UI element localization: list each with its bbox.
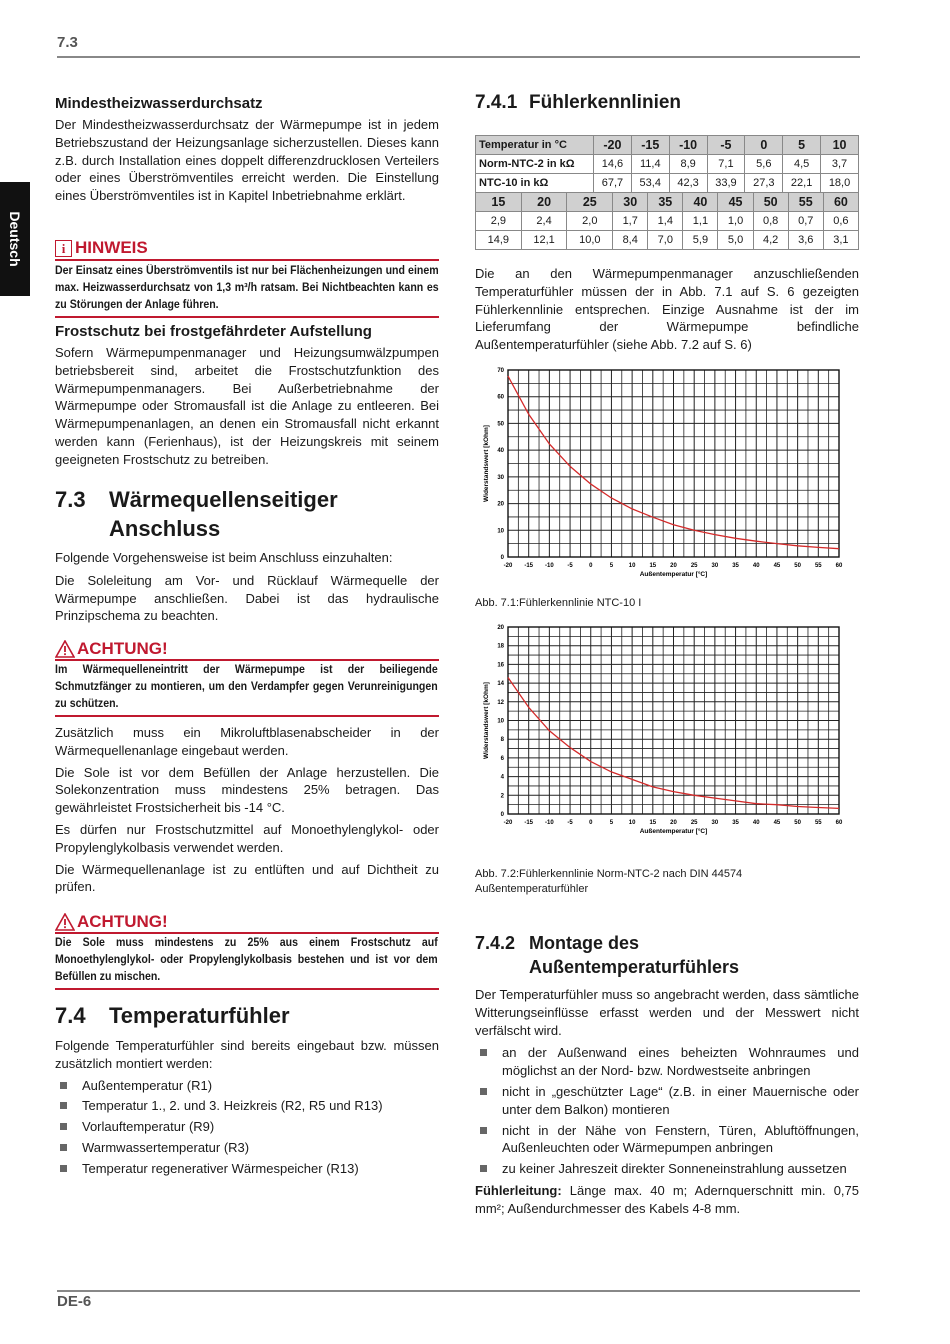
table-cell: 67,7: [594, 174, 632, 193]
table-cell: 3,1: [823, 231, 858, 250]
x-tick-label: -15: [524, 563, 534, 569]
x-tick-label: 10: [628, 820, 636, 826]
para-mindestheizwasser: Der Mindestheizwasserdurchsatz der Wärmepumpe ist in jedem Betriebszustand der Heizungsanlage sicherzustellen. Dieses kann z.B. durch Installation eines doppelt differenzdrucklosen Verteilers oder eines Überströmventiles erreicht werden. Die Einstellung eines Überströmventiles ist in Kapitel Inbetriebnahme erklärt.: [55, 117, 439, 204]
table-cell: 4,5: [783, 155, 821, 174]
table-cell: 18,0: [821, 174, 859, 193]
table-cell: 5: [783, 136, 821, 155]
x-tick-label: 55: [814, 563, 822, 569]
list-item: zu keiner Jahreszeit direkter Sonneneinstrahlung aussetzen: [475, 1160, 859, 1178]
table-cell: -15: [631, 136, 669, 155]
x-tick-label: 30: [711, 820, 719, 826]
y-axis-label: Widerstandswert [kOhm]: [483, 425, 490, 502]
table-label-norm: Norm-NTC-2 in kΩ: [476, 155, 594, 174]
table-cell: 1,4: [648, 212, 683, 231]
heading-7-3-line1: Wärmequellenseitiger: [109, 487, 338, 512]
hinweis-title: HINWEIS: [75, 238, 148, 257]
table-cell: 5,0: [718, 231, 753, 250]
achtung-2-top-rule: [55, 932, 439, 934]
table-cell: 55: [788, 193, 823, 212]
x-tick-label: 20: [670, 563, 677, 569]
heading-7-4-2-number: 7.4.2: [475, 933, 516, 953]
table-cell: 2,0: [567, 212, 613, 231]
table-cell: 3,6: [788, 231, 823, 250]
caption-fig-7-2-line1: Abb. 7.2:Fühlerkennlinie Norm-NTC-2 nach DIN 44574: [475, 868, 743, 880]
para-7-3-mikroluft: Zusätzlich muss ein Mikroluftblasenabscheider in der Wärmequellenanlage eingebaut werden.: [55, 725, 439, 758]
list-item: nicht in der Nähe von Fenstern, Türen, Abluftöffnungen, Außenleuchten oder Wärmepumpen anbringen: [475, 1122, 859, 1158]
x-tick-label: -5: [567, 563, 573, 569]
y-tick-label: 10: [497, 528, 504, 535]
chart-ntc10: [475, 362, 859, 584]
sensor-table: [475, 135, 859, 250]
heading-frostschutz: Frostschutz bei frostgefährdeter Aufstellung: [55, 323, 372, 340]
sensor-list: [55, 1077, 439, 1178]
achtung-2-bottom-rule: [55, 988, 439, 990]
x-tick-label: 40: [752, 563, 760, 569]
x-tick-label: -10: [545, 820, 554, 826]
section-7-3-body: [55, 549, 439, 625]
y-tick-label: 6: [500, 755, 504, 762]
table-cell: 1,1: [683, 212, 718, 231]
x-axis-label: Außentemperatur [°C]: [639, 571, 708, 578]
y-tick-label: 14: [497, 681, 504, 688]
chart-norm-ntc2: [475, 619, 859, 841]
y-tick-label: 20: [497, 501, 504, 508]
achtung-1-text: Im Wärmequelleneintritt der Wärmepumpe ist der beiliegende Schmutzfänger zu montieren, um den Verdampfer gegen Verunreinigungen zu schützen.: [55, 664, 438, 710]
table-cell: 60: [823, 193, 858, 212]
achtung-1-top-rule: [55, 659, 439, 661]
table-cell: 22,1: [783, 174, 821, 193]
x-tick-label: 40: [752, 820, 760, 826]
heading-7-4-1-title: Fühlerkennlinien: [529, 92, 682, 113]
list-item: an der Außenwand eines beheizten Wohnraumes und möglichst an der Nord- bzw. Nordwestseite anbringen: [475, 1044, 859, 1080]
x-tick-label: 15: [649, 820, 657, 826]
achtung-1-bottom-rule: [55, 715, 439, 717]
table-cell: 2,9: [476, 212, 522, 231]
para-7-4-2: Der Temperaturfühler muss so angebracht werden, dass sämtliche Witterungseinflüsse erfasst werden und der Messwert nicht verfälscht wird.: [475, 987, 859, 1038]
warning-icon: [55, 913, 75, 931]
section-7-3-body-2: [55, 724, 439, 896]
x-axis-label: Außentemperatur [°C]: [639, 828, 708, 835]
x-tick-label: 25: [690, 563, 698, 569]
table-cell: 8,4: [613, 231, 648, 250]
info-icon: i: [55, 240, 72, 257]
fuehlerleitung-text: Länge max. 40 m; Adernquerschnitt min. 0,75 mm²; Außendurchmesser des Kabels 4-8 mm.: [475, 1182, 859, 1216]
x-tick-label: 50: [794, 563, 801, 569]
para-7-4-1: Die an den Wärmepumpenmanager anzuschließenden Temperaturfühler müssen der in Abb. 7.1 auf S. 6 gezeigten Fühlerkennlinie entsprechen. Einzige Ausnahme ist der im Lieferumfang der Wärmepumpe befindliche Außentemperaturfühler (siehe Abb. 7.2 auf S. 6): [475, 266, 859, 353]
y-tick-label: 0: [500, 555, 504, 561]
para-7-4-intro: Folgende Temperaturfühler sind bereits eingebaut bzw. müssen zusätzlich montiert werden:: [55, 1038, 439, 1071]
y-axis-label: Widerstandswert [kOhm]: [483, 682, 490, 759]
x-tick-label: 0: [589, 820, 593, 826]
table-cell: 12,1: [521, 231, 567, 250]
achtung-box-1: [55, 639, 439, 717]
x-tick-label: 45: [773, 563, 781, 569]
x-tick-label: 45: [773, 820, 781, 826]
y-tick-label: 0: [500, 812, 504, 818]
x-tick-label: 15: [649, 563, 657, 569]
y-tick-label: 20: [497, 625, 504, 631]
heading-7-4-2-line1: Montage des: [529, 933, 640, 953]
heading-7-4-2-line2: Außentemperaturfühlers: [529, 957, 740, 977]
table-cell: 7,0: [648, 231, 683, 250]
section-number: 7.3: [57, 34, 78, 51]
table-cell: 35: [648, 193, 683, 212]
heading-7-3-title: [109, 485, 338, 543]
table-cell: 0: [745, 136, 783, 155]
page-number: DE-6: [57, 1293, 92, 1310]
para-fuehlerleitung: [475, 1182, 859, 1218]
x-tick-label: 55: [814, 820, 822, 826]
caption-fig-7-2-line2: Außentemperaturfühler: [475, 883, 589, 895]
table-cell: 40: [683, 193, 718, 212]
table-cell: 7,1: [707, 155, 745, 174]
list-item: Temperatur regenerativer Wärmespeicher (R13): [55, 1160, 439, 1178]
y-tick-label: 18: [497, 643, 504, 650]
table-cell: 8,9: [669, 155, 707, 174]
y-tick-label: 8: [500, 737, 504, 744]
section-7-4-2-body: [475, 986, 859, 1218]
table-cell: 11,4: [631, 155, 669, 174]
heading-7-4: [55, 1001, 290, 1030]
y-tick-label: 40: [497, 448, 504, 455]
sensor-table-lower: [475, 192, 859, 250]
header-rule: [57, 56, 860, 58]
x-tick-label: 60: [835, 563, 843, 569]
section-7-4-body: [55, 1037, 439, 1181]
y-tick-label: 30: [497, 474, 504, 481]
table-cell: 1,7: [613, 212, 648, 231]
achtung-1-title: ACHTUNG!: [77, 639, 168, 658]
x-tick-label: 60: [835, 820, 843, 826]
x-tick-label: -20: [503, 820, 513, 826]
table-cell: 33,9: [707, 174, 745, 193]
table-cell: 10: [821, 136, 859, 155]
x-tick-label: 50: [794, 820, 801, 826]
table-cell: 0,8: [753, 212, 788, 231]
heading-7-4-number: 7.4: [55, 1003, 86, 1028]
y-tick-label: 12: [497, 699, 504, 706]
table-cell: 42,3: [669, 174, 707, 193]
heading-mindestheizwasser: Mindestheizwasserdurchsatz: [55, 95, 263, 112]
list-item: nicht in „geschützter Lage“ (z.B. in einer Mauernische oder unter dem Balkon) montieren: [475, 1083, 859, 1119]
table-cell: -10: [669, 136, 707, 155]
para-7-3-soleleitung: Die Soleleitung am Vor- und Rücklauf Wärmequelle der Wärmepumpe anschließen. Dabei ist das hydraulische Prinzipschema zu beachten.: [55, 572, 439, 624]
hinweis-top-rule: [55, 259, 439, 261]
para-7-4-1-wrap: [475, 265, 859, 354]
table-cell: 5,9: [683, 231, 718, 250]
x-tick-label: 5: [609, 563, 614, 569]
table-cell: 30: [613, 193, 648, 212]
x-tick-label: 10: [628, 563, 636, 569]
hinweis-text: Der Einsatz eines Überströmventils ist nur bei Flächenheizungen und einem max. Heizwasserdurchsatz von 1,3 m³/h ratsam. Bei Nichtbeachten kann es zu Störungen der Anlage führen.: [55, 265, 439, 311]
table-cell: 15: [476, 193, 522, 212]
para-7-3-sole: Die Sole ist vor dem Befüllen der Anlage herzustellen. Die Solekonzentration muss mindestens 25% betragen. Das gewährleistet Frostsicherheit bis -14 °C.: [55, 764, 439, 816]
para-frostschutz: Sofern Wärmepumpenmanager und Heizungsumwälzpumpen betriebsbereit sind, arbeitet die Frostschutzfunktion des Wärmepumpenmanagers. Bei Außerbetriebnahme der Wärmepumpe oder Stromausfall ist die Anlage zu entleeren. Bei Wärmepumpenanlagen, an denen ein Stromausfall nicht erkannt werden kann (Ferienhaus), ist der Heizungskreis mit seinem geeigneten Frostschutz zu betreiben.: [55, 345, 439, 467]
table-cell: 10,0: [567, 231, 613, 250]
heading-7-3-number: 7.3: [55, 487, 86, 512]
table-cell: 0,7: [788, 212, 823, 231]
y-tick-label: 4: [500, 774, 504, 781]
heading-7-4-2: [475, 931, 739, 979]
table-label-ntc10: NTC-10 in kΩ: [476, 174, 594, 193]
table-cell: 45: [718, 193, 753, 212]
table-cell: 53,4: [631, 174, 669, 193]
y-tick-label: 16: [497, 662, 504, 669]
x-tick-label: 25: [690, 820, 698, 826]
achtung-2-title: ACHTUNG!: [77, 912, 168, 931]
warning-icon: [55, 640, 75, 658]
table-cell: 5,6: [745, 155, 783, 174]
table-cell: 27,3: [745, 174, 783, 193]
table-cell: 14,6: [594, 155, 632, 174]
table-cell: -20: [594, 136, 632, 155]
table-cell: 50: [753, 193, 788, 212]
x-tick-label: 35: [732, 820, 739, 826]
para-7-3-intro: Folgende Vorgehensweise ist beim Anschluss einzuhalten:: [55, 550, 393, 565]
x-tick-label: 0: [589, 563, 593, 569]
y-tick-label: 50: [497, 421, 504, 428]
caption-fig-7-2: [475, 867, 742, 897]
x-tick-label: 5: [609, 820, 614, 826]
mount-list: [475, 1044, 859, 1178]
achtung-2-text: Die Sole muss mindestens zu 25% aus einem Frostschutz auf Monoethylenglykol- oder Propylenglykolbasis bestehen und ist vor dem Befüllen zu mischen.: [55, 937, 438, 983]
x-tick-label: -20: [503, 563, 513, 569]
hinweis-bottom-rule: [55, 316, 439, 318]
heading-7-4-2-title: [529, 931, 739, 979]
hinweis-box: [55, 238, 439, 318]
heading-7-4-title: Temperaturfühler: [109, 1003, 290, 1028]
language-tab-label: Deutsch: [7, 211, 23, 267]
table-cell: 20: [521, 193, 567, 212]
y-tick-label: 70: [497, 368, 504, 374]
y-tick-label: 60: [497, 394, 504, 401]
fuehlerleitung-label: Fühlerleitung:: [475, 1182, 562, 1198]
y-tick-label: 2: [500, 793, 504, 800]
language-tab[interactable]: [0, 182, 30, 296]
list-item: Vorlauftemperatur (R9): [55, 1118, 439, 1136]
table-cell: 0,6: [823, 212, 858, 231]
x-tick-label: 20: [670, 820, 677, 826]
list-item: Temperatur 1., 2. und 3. Heizkreis (R2, R5 und R13): [55, 1097, 439, 1115]
table-cell: 2,4: [521, 212, 567, 231]
list-item: Außentemperatur (R1): [55, 1077, 439, 1095]
table-cell: -5: [707, 136, 745, 155]
y-tick-label: 10: [497, 718, 504, 725]
footer-rule: [57, 1290, 860, 1292]
heading-7-4-1-number: 7.4.1: [475, 92, 518, 113]
heading-7-3: [55, 485, 439, 543]
sensor-table-upper: [475, 135, 859, 193]
para-7-3-frostschutzmittel: Es dürfen nur Frostschutzmittel auf Monoethylenglykol- oder Propylenglykolbasis verwendet werden.: [55, 821, 439, 855]
table-cell: 3,7: [821, 155, 859, 174]
heading-7-3-line2: Anschluss: [109, 516, 221, 541]
table-cell: 4,2: [753, 231, 788, 250]
achtung-box-2: [55, 912, 439, 990]
table-cell: 1,0: [718, 212, 753, 231]
caption-fig-7-1: Abb. 7.1:Fühlerkennlinie NTC-10 I: [475, 597, 642, 609]
x-tick-label: -15: [524, 820, 534, 826]
left-column: [55, 95, 439, 205]
list-item: Warmwassertemperatur (R3): [55, 1139, 439, 1157]
heading-7-4-1: [475, 92, 681, 114]
frost-section: [55, 323, 439, 469]
table-cell: 25: [567, 193, 613, 212]
x-tick-label: -10: [545, 563, 554, 569]
x-tick-label: -5: [567, 820, 573, 826]
table-label-temp: Temperatur in °C: [476, 136, 594, 155]
x-tick-label: 35: [732, 563, 739, 569]
para-7-3-entlueften: Die Wärmequellenanlage ist zu entlüften und auf Dichtheit zu prüfen.: [55, 861, 439, 895]
x-tick-label: 30: [711, 563, 719, 569]
table-cell: 14,9: [476, 231, 522, 250]
